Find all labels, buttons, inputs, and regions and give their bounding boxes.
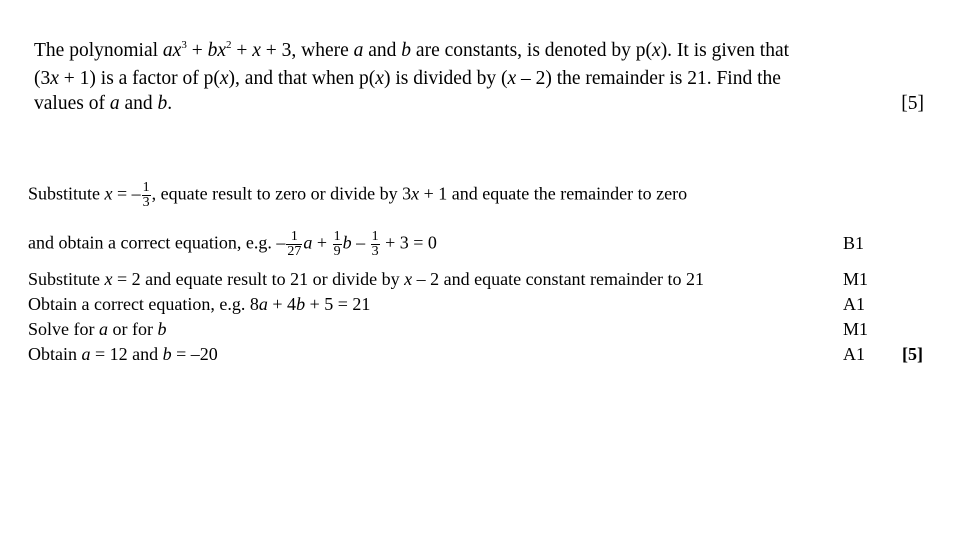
variable-x: x xyxy=(219,68,229,89)
variable-b: b xyxy=(157,93,168,114)
fraction-one-third xyxy=(142,181,151,210)
scheme-text: + 1 and equate the remainder to zero xyxy=(419,183,688,204)
question-text-segment: + xyxy=(231,40,253,61)
question-text-segment: The polynomial xyxy=(34,40,163,61)
fraction-denominator: 3 xyxy=(371,244,379,259)
variable-a: a xyxy=(109,93,120,114)
variable-b: b xyxy=(342,232,352,253)
scheme-row-4 xyxy=(28,294,370,315)
mark-m1: M1 xyxy=(843,269,869,289)
variable-x: x xyxy=(104,269,113,289)
scheme-row-5 xyxy=(28,319,166,340)
question-line-1 xyxy=(34,38,924,66)
question-marks: [5] xyxy=(901,93,924,114)
total-marks: [5] xyxy=(902,344,923,364)
fraction-one-ninth xyxy=(333,230,342,259)
variable-a: a xyxy=(258,294,268,314)
fraction-denominator: 9 xyxy=(333,244,341,259)
exponent-2: 2 xyxy=(225,39,232,51)
question-text-segment: ). It is given that xyxy=(660,40,790,61)
question-text-segment: ) is divided by ( xyxy=(383,68,508,89)
question-text-segment: + 3, where xyxy=(260,40,354,61)
fraction-one-third xyxy=(371,230,380,259)
scheme-row-1 xyxy=(28,181,687,210)
variable-b: b xyxy=(401,40,412,61)
variable-b: b xyxy=(157,319,167,339)
question-text-segment: ), and that when p( xyxy=(228,68,376,89)
question-text-segment: (3 xyxy=(34,68,51,89)
scheme-text: Solve for xyxy=(28,319,99,339)
scheme-text: + xyxy=(312,232,332,253)
scheme-text: – 2 and equate constant remainder to 21 xyxy=(412,269,705,289)
scheme-text: Substitute xyxy=(28,269,105,289)
variable-x: x xyxy=(404,269,413,289)
variable-x: x xyxy=(252,40,261,61)
question-line-3-text xyxy=(34,91,172,116)
variable-b: b xyxy=(296,294,306,314)
variable-bx: bx xyxy=(207,40,226,61)
variable-b: b xyxy=(162,344,172,364)
question-line-3 xyxy=(34,91,924,116)
fraction-numerator: 1 xyxy=(371,229,379,244)
scheme-text: Substitute xyxy=(28,183,105,204)
variable-x: x xyxy=(50,68,59,89)
question-text-segment: + xyxy=(186,40,208,61)
scheme-row-3 xyxy=(28,269,704,290)
variable-a: a xyxy=(81,344,91,364)
fraction-numerator: 1 xyxy=(290,229,298,244)
variable-a: a xyxy=(353,40,364,61)
question-text-segment: – 2) the remainder is 21. Find the xyxy=(516,68,781,89)
fraction-numerator: 1 xyxy=(333,229,341,244)
variable-x: x xyxy=(375,68,384,89)
scheme-row-2 xyxy=(28,230,437,259)
question-text-segment: . xyxy=(167,93,173,114)
variable-x: x xyxy=(507,68,517,89)
variable-x: x xyxy=(652,40,661,61)
variable-ax: ax xyxy=(162,40,182,61)
variable-x: x xyxy=(411,183,420,204)
question-text-segment: and xyxy=(119,93,158,114)
exponent-3: 3 xyxy=(181,39,187,51)
scheme-text: , equate result to zero or divide by 3 xyxy=(151,183,412,204)
scheme-text: or for xyxy=(108,319,158,339)
mark-m1: M1 xyxy=(843,319,869,339)
variable-x: x xyxy=(104,183,113,204)
scheme-text: = –20 xyxy=(171,344,218,364)
scheme-text: and obtain a correct equation, e.g. – xyxy=(28,232,286,253)
scheme-text: Obtain a correct equation, e.g. 8 xyxy=(28,294,259,314)
question-text-segment: values of xyxy=(34,93,110,114)
scheme-text: + 5 = 21 xyxy=(305,294,371,314)
scheme-text: = 12 and xyxy=(90,344,163,364)
question-text-segment: and xyxy=(363,40,402,61)
fraction-numerator: 1 xyxy=(142,180,150,195)
question-line-2 xyxy=(34,66,924,91)
scheme-text: + 4 xyxy=(267,294,297,314)
question-text xyxy=(34,38,924,116)
question-text-segment: + 1) is a factor of p( xyxy=(58,68,220,89)
fraction-one-twenty-seventh xyxy=(286,230,302,259)
fraction-denominator: 27 xyxy=(287,244,302,259)
scheme-text: + 3 = 0 xyxy=(380,232,437,253)
scheme-text: Obtain xyxy=(28,344,82,364)
scheme-text: = 2 and equate result to 21 or divide by xyxy=(112,269,405,289)
variable-a: a xyxy=(303,232,313,253)
mark-a1: A1 xyxy=(843,294,865,314)
mark-b1: B1 xyxy=(843,233,865,253)
mark-a1: A1 xyxy=(843,344,865,364)
fraction-denominator: 3 xyxy=(142,195,150,210)
scheme-row-6 xyxy=(28,344,218,365)
scheme-text: = – xyxy=(112,183,141,204)
variable-a: a xyxy=(99,319,108,339)
scheme-text: – xyxy=(351,232,370,253)
question-text-segment: are constants, is denoted by p( xyxy=(411,40,653,61)
